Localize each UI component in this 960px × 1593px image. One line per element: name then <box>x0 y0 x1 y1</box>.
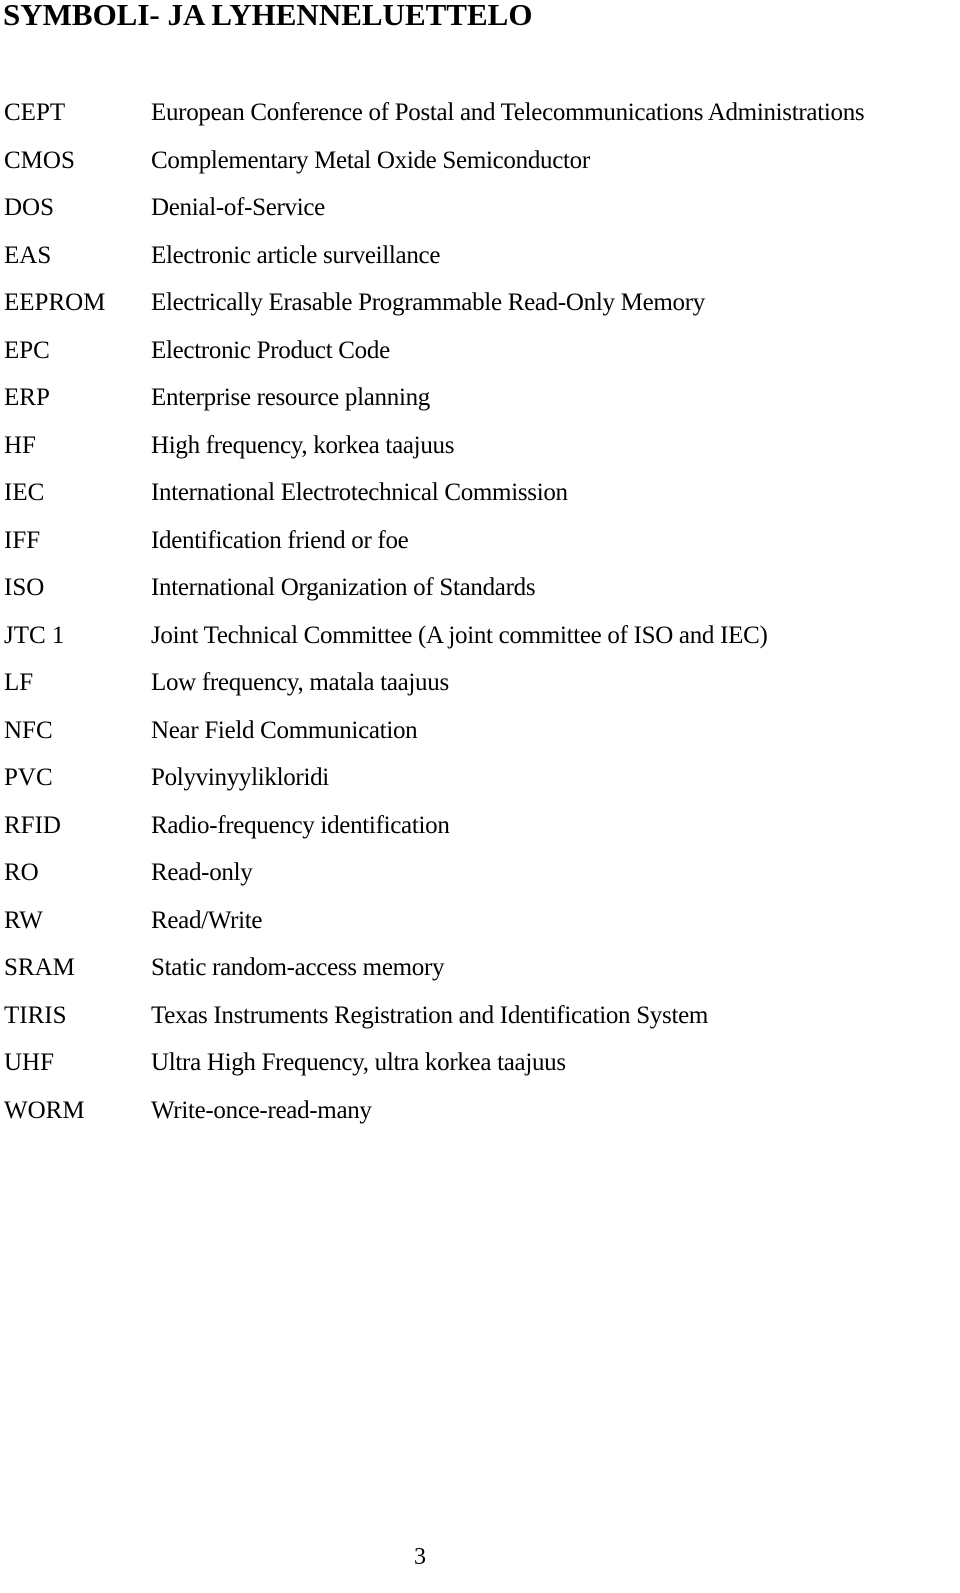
abbreviation-term: ISO <box>4 574 45 601</box>
abbreviation-term: HF <box>4 431 36 459</box>
abbreviation-term: WORM <box>4 1096 85 1124</box>
abbreviation-row <box>0 998 960 1046</box>
abbreviation-term: RFID <box>4 811 61 839</box>
abbreviation-term: TIRIS <box>4 1001 67 1029</box>
abbreviation-definition: Read/Write <box>151 906 263 934</box>
abbreviation-term: SRAM <box>4 954 75 981</box>
abbreviation-definition: Complementary Metal Oxide Semiconductor <box>151 146 590 174</box>
abbreviation-definition: Read-only <box>151 859 253 886</box>
abbreviation-term: IFF <box>4 526 41 554</box>
abbreviation-definition: Enterprise resource planning <box>151 384 430 411</box>
abbreviation-row <box>0 190 960 238</box>
abbreviation-term: DOS <box>4 194 55 221</box>
abbreviation-definition: Radio-frequency identification <box>151 811 450 839</box>
page-number: 3 <box>414 1544 426 1570</box>
abbreviation-term: CEPT <box>4 99 66 126</box>
abbreviation-row <box>0 713 960 761</box>
abbreviation-definition: Electrically Erasable Programmable Read-Only Memory <box>151 289 705 316</box>
abbreviation-row <box>0 1093 960 1141</box>
abbreviation-definition: Texas Instruments Registration and Identification System <box>151 1001 709 1029</box>
abbreviation-row <box>0 570 960 618</box>
abbreviation-term: RW <box>4 906 43 934</box>
abbreviation-term: IEC <box>4 479 45 506</box>
abbreviation-definition: Identification friend or foe <box>151 526 409 554</box>
abbreviation-definition: Ultra High Frequency, ultra korkea taajuus <box>151 1049 566 1076</box>
abbreviation-definition: International Electrotechnical Commission <box>151 479 568 506</box>
abbreviation-term: PVC <box>4 764 53 791</box>
abbreviation-definition: Near Field Communication <box>151 716 418 744</box>
abbreviation-term: NFC <box>4 716 53 744</box>
abbreviation-term: UHF <box>4 1049 55 1076</box>
abbreviation-definition: Low frequency, matala taajuus <box>151 669 449 696</box>
abbreviation-definition: Static random-access memory <box>151 954 445 981</box>
abbreviation-term: EPC <box>4 336 50 364</box>
abbreviation-list <box>0 95 960 1140</box>
abbreviation-row <box>0 285 960 333</box>
abbreviation-definition: Joint Technical Committee (A joint committee of ISO and IEC) <box>151 621 768 649</box>
abbreviation-row <box>0 475 960 523</box>
abbreviation-row <box>0 380 960 428</box>
abbreviation-term: EAS <box>4 241 52 269</box>
abbreviation-definition: Write-once-read-many <box>151 1096 372 1124</box>
abbreviation-row <box>0 760 960 808</box>
abbreviation-row <box>0 523 960 571</box>
abbreviation-definition: European Conference of Postal and Telecommunications Administrations <box>151 99 865 126</box>
abbreviation-term: ERP <box>4 384 50 411</box>
abbreviation-term: RO <box>4 859 39 886</box>
abbreviation-term: JTC 1 <box>4 621 65 649</box>
abbreviation-row <box>0 855 960 903</box>
abbreviation-row <box>0 665 960 713</box>
page-title: SYMBOLI- JA LYHENNELUETTELO <box>3 0 533 32</box>
abbreviation-row <box>0 95 960 143</box>
abbreviation-row <box>0 333 960 381</box>
abbreviation-row <box>0 428 960 476</box>
abbreviation-definition: Denial-of-Service <box>151 194 325 221</box>
abbreviation-term: LF <box>4 669 34 696</box>
abbreviation-row <box>0 238 960 286</box>
abbreviation-row <box>0 143 960 191</box>
abbreviation-row <box>0 618 960 666</box>
abbreviation-definition: Electronic article surveillance <box>151 241 441 269</box>
abbreviation-term: EEPROM <box>4 289 106 316</box>
abbreviation-row <box>0 1045 960 1093</box>
abbreviation-term: CMOS <box>4 146 75 174</box>
abbreviation-definition: Electronic Product Code <box>151 336 390 364</box>
abbreviation-row <box>0 950 960 998</box>
abbreviation-row <box>0 903 960 951</box>
abbreviation-definition: International Organization of Standards <box>151 574 536 601</box>
abbreviation-definition: Polyvinyylikloridi <box>151 764 329 791</box>
abbreviation-definition: High frequency, korkea taajuus <box>151 431 455 459</box>
abbreviation-row <box>0 808 960 856</box>
